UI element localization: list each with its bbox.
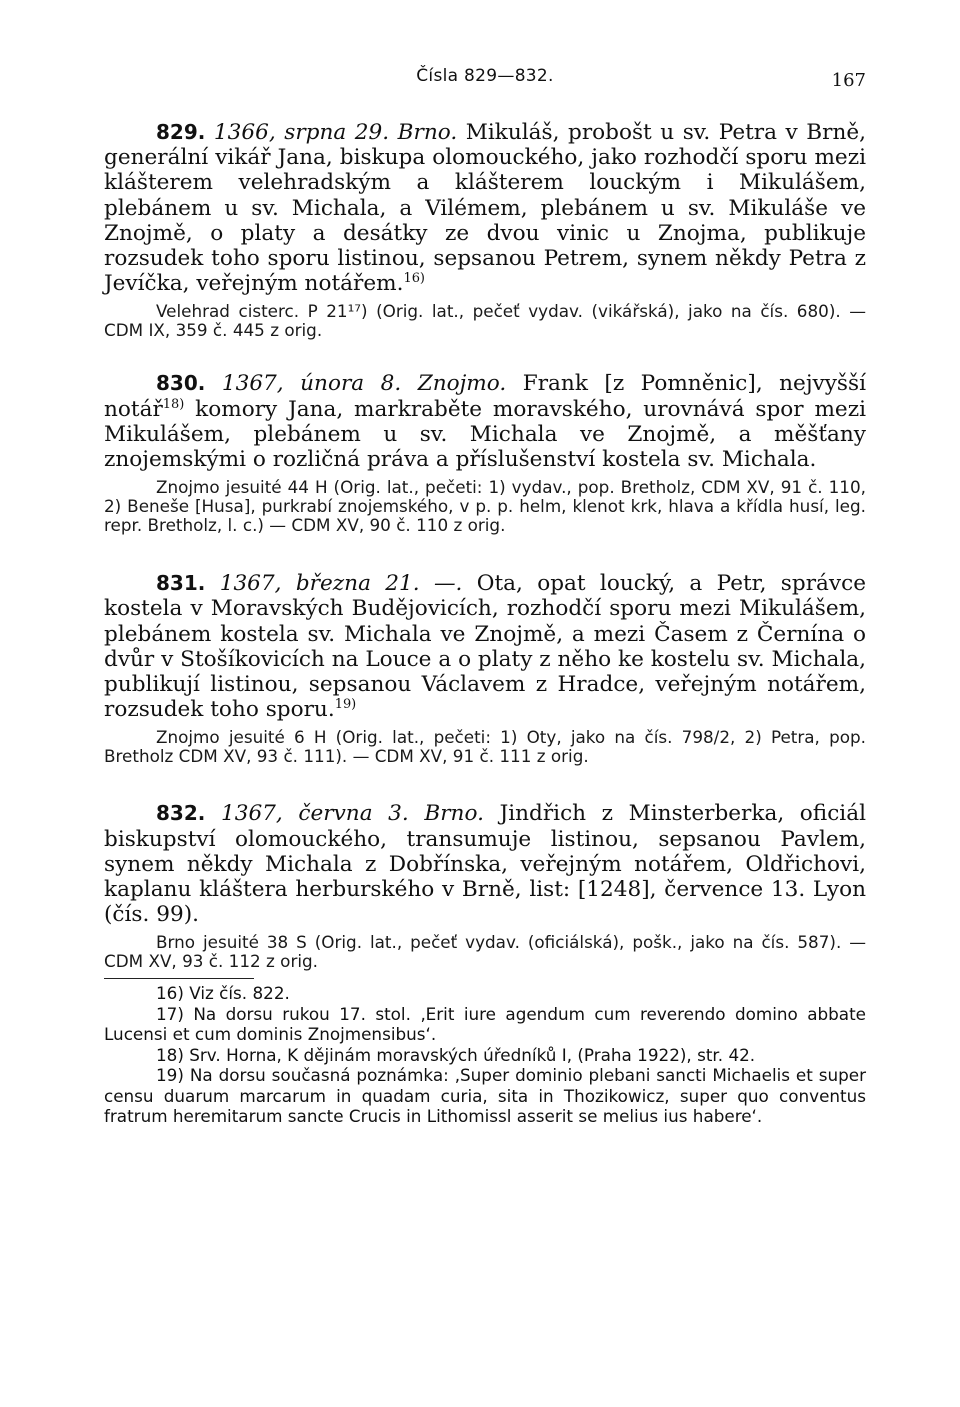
footnote-text: Na dorsu rukou 17. stol. ‚Erit iure agendum cum reverendo domino abbate Lucensi et cum dominis Znojmensibus‘. <box>104 1003 866 1045</box>
footnote-19 <box>104 1065 866 1127</box>
entry-number: 829. <box>156 120 206 144</box>
footnote-ref: 18) <box>162 396 185 412</box>
entry-text: Mikuláš, probošt u sv. Petra v Brně, generální vikář Jana, biskupa olomouckého, jako rozhodčí sporu mezi klášterem velehradským a klášterem louckým i Mikulášem, plebánem u sv. Michala, a Vilémem, plebánem u sv. Mikuláše ve Znojmě, o platy a desátky ze dvou vinic u Znojma, publikuje rozsudek toho sporu listinou, sepsanou Petrem, synem někdy Petra z Jevíčka, veřejným notářem. <box>104 120 866 297</box>
footnote-text: Na dorsu současná poznámka: ‚Super dominio plebani sancti Michaelis et super censu duarum marcarum in quadam curia, sita in Thozikowicz, super quo conventus fratrum heremitarum sancte Crucis in Lithomissl asserit se melius ius habere‘. <box>104 1065 866 1127</box>
footnote-text: Srv. Horna, K dějinám moravských úředníků I, (Praha 1922), str. 42. <box>189 1044 756 1065</box>
entry-number: 830. <box>156 371 206 396</box>
footnote-ref: 19) <box>334 697 357 713</box>
regest-832 <box>104 801 866 927</box>
entry-text: Jindřich z Minsterberka, oficiál biskupství olomouckého, transumuje listinou, sepsanou Pavlem, synem někdy Michala z Dobřínska, veřejným notářem, Oldřichovi, kaplanu kláštera herburského v Brně, list: [1248], července 13. Lyon (čís. 99). <box>104 801 866 928</box>
footnote-mark: 17) <box>156 1003 184 1024</box>
entry-number: 831. <box>156 571 206 596</box>
footnote-mark: 16) <box>156 983 184 1004</box>
page-number: 167 <box>831 70 866 91</box>
entry-text-cont: komory Jana, markraběte moravského, urovnává spor mezi Mikulášem, plebánem u sv. Michala ve Znojmě, a měšťany znojemskými o rozličná práva a příslušenství kostela sv. Michala. <box>104 396 866 473</box>
entry-text: Frank [z Pomněnic], nejvyšší notář <box>104 371 866 422</box>
source-note-831: Znojmo jesuité 6 H (Orig. lat., pečeti: 1) Oty, jako na čís. 798/2, 2) Petra, pop. Bretholz CDM XV, 93 č. 111). — CDM XV, 91 č. 111 z orig. <box>104 727 866 767</box>
source-note-830: Znojmo jesuité 44 H (Orig. lat., pečeti: 1) vydav., pop. Bretholz, CDM XV, 91 č. 110, 2) Beneše [Husa], purkrabí znojemského, v p. p. helm, klenot krk, hlava a křídla husí, leg. repr. Bretholz, l. c.) — CDM XV, 90 č. 110 z orig. <box>104 477 866 536</box>
footnote-mark: 18) <box>156 1044 184 1065</box>
header-title: Čísla 829—832. <box>416 66 554 86</box>
regest-831 <box>104 571 866 722</box>
source-note-829: Velehrad cisterc. P 21¹⁷) (Orig. lat., pečeť vydav. (vikářská), jako na čís. 680). — CDM IX, 359 č. 445 z orig. <box>104 301 866 341</box>
entry-date: 1367, února 8. Znojmo. <box>221 371 507 397</box>
footnote-ref: 16) <box>403 271 425 287</box>
book-page <box>104 62 866 1127</box>
entry-date: 1367, března 21. —. <box>219 571 463 597</box>
footnote-18 <box>104 1045 866 1066</box>
source-note-832: Brno jesuité 38 S (Orig. lat., pečeť vydav. (oficiálská), pošk., jako na čís. 587). — CDM XV, 93 č. 112 z orig. <box>104 932 866 972</box>
footnote-mark: 19) <box>156 1065 184 1086</box>
footnote-17 <box>104 1004 866 1045</box>
footnote-divider <box>104 978 254 979</box>
regest-830 <box>104 371 866 472</box>
footnote-text: Viz čís. 822. <box>189 983 290 1004</box>
entry-date: 1366, srpna 29. Brno. <box>213 120 458 145</box>
entry-number: 832. <box>156 801 206 826</box>
entry-date: 1367, června 3. Brno. <box>220 801 484 827</box>
entry-text: Ota, opat loucký, a Petr, správce kostela v Moravských Budějovicích, rozhodčí sporu mezi Mikulášem, plebánem kostela sv. Michala ve Znojmě, a mezi Časem z Černína o dvůr v Stošíkovicích na Louce a o platy z něho ke kostelu sv. Michala, publikují listinou, sepsanou Václavem z Hradce, veřejným notářem, rozsudek toho sporu. <box>104 571 866 723</box>
running-header <box>104 62 866 102</box>
footnote-16 <box>104 983 866 1004</box>
regest-829 <box>104 120 866 296</box>
